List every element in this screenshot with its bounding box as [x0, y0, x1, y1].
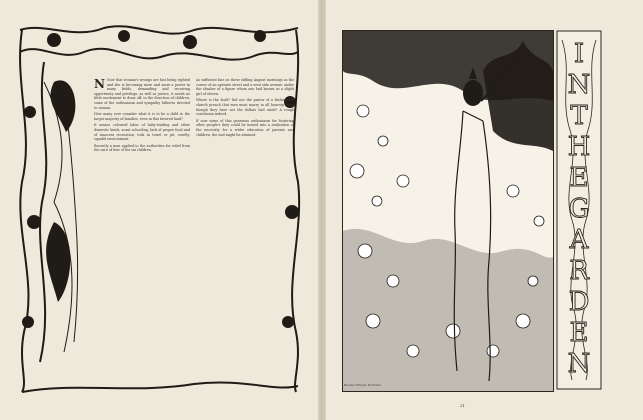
paragraph: As sufficient line on these stifling August mornings as the corner of an upstairs street and a west side avenue, under the shadow of a figure whom one had known as a slight girl of eleven. [196, 78, 294, 96]
paragraph: Recently a man applied to the authorities for relief from the care of four of his six children. [94, 143, 190, 153]
title-letter: N [567, 349, 591, 379]
title-letter: I [573, 39, 585, 69]
text-column-2 [196, 78, 294, 383]
paragraph: How many ever consider what it is to be a child in the larger majority of families, even in this favored land? [94, 112, 190, 121]
title-letter: A [569, 225, 589, 255]
title-letter: D [568, 287, 590, 317]
title-letter: E [569, 318, 589, 348]
text-column-1 [94, 78, 190, 383]
title-panel [556, 30, 602, 390]
page-number: 21 [460, 403, 466, 408]
paragraph: If now some of this generous enthusiasm for fostering other people's duty could be turned into a realization of the necessity for a wider education of parents and children, the end might be attained. [196, 118, 294, 137]
left-page [0, 0, 320, 420]
title-letter: H [567, 132, 591, 162]
title-letters [568, 39, 591, 379]
garden-illustration [342, 30, 554, 392]
paragraph: N Now that woman's wrongs are fast being righted and she is becoming more and more a power in many fields, demanding and receiving opportunity and privilege, as well as justice, it needs no little excitement to draw off, in the direction of children, some of the enthusiasm and sympathy hitherto devoted to woman. [94, 78, 190, 110]
title-letter: G [568, 194, 590, 224]
title-letter: E [569, 163, 589, 193]
title-letter: N [567, 70, 591, 100]
paragraph: It means coloured labor of baby-tending and other domestic kinds; scant schooling, lack of proper food and of innocent recreation, toils in towel or pit, cruelty, squalid environment. [94, 123, 190, 142]
paragraph: Where is the fault? Did not the pastor of a fashionable church preach that men must marry in all honesty, even though they have not the dollars laid aside? A rough conclusion indeed. [196, 98, 294, 117]
title-letter: R [569, 256, 589, 286]
illustration-drawing [343, 31, 553, 391]
title-letter: T [570, 101, 588, 131]
illustration-caption: Reader Pringle Portraits [344, 383, 382, 387]
drop-cap: N [94, 78, 105, 91]
